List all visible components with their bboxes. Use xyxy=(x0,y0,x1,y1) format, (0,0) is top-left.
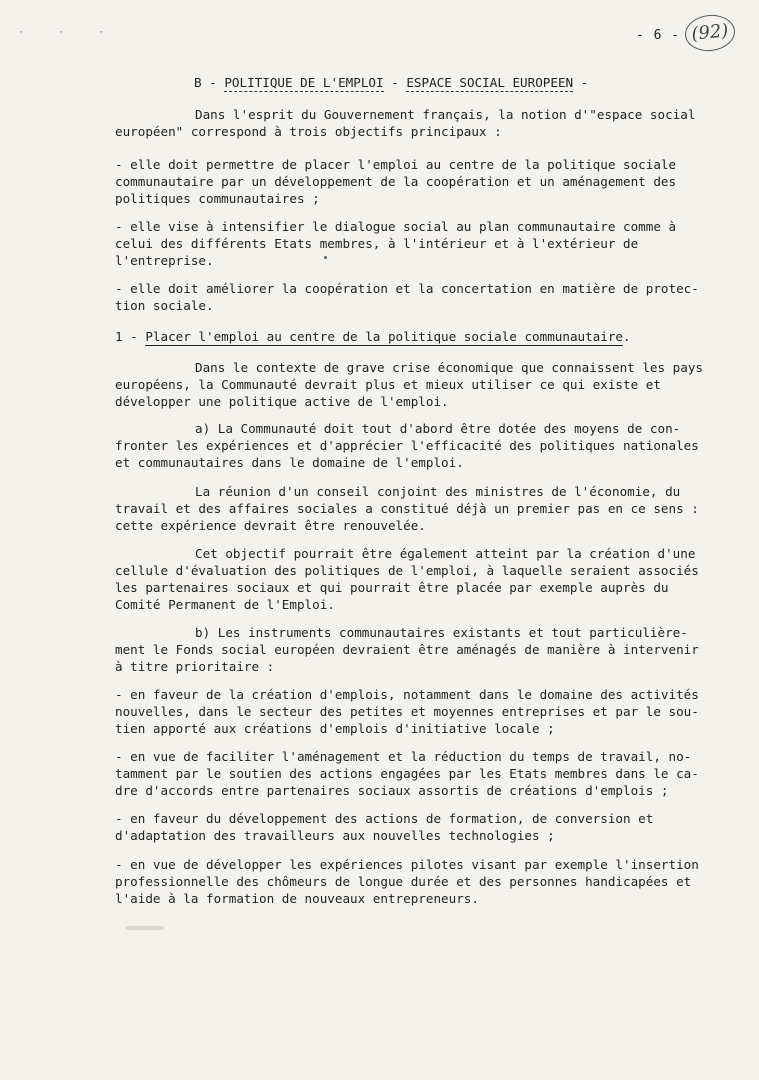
intro-paragraph: Dans l'esprit du Gouvernement français, la notion d'"espace social européen" correspond à trois objectifs principaux : xyxy=(115,107,696,139)
archive-number-stamp: (92) xyxy=(683,12,736,53)
scan-dot xyxy=(324,256,327,259)
page-number: - 6 - xyxy=(636,28,681,43)
bullet-job-creation: - en faveur de la création d'emplois, notamment dans le domaine des activités nouvelles, dans le secteur des petites et moyennes entreprises et par le sou- tien apporté aux créations d'emplois d'initiative locale ; xyxy=(115,687,699,736)
heading-suffix: - xyxy=(573,75,589,90)
scan-smudge xyxy=(126,926,164,930)
heading-part-employment: POLITIQUE DE L'EMPLOI xyxy=(224,75,384,90)
heading-part-social-space: ESPACE SOCIAL EUROPEEN xyxy=(406,75,574,90)
objective-3-paragraph: - elle doit améliorer la coopération et la concertation en matière de protec- tion sociale. xyxy=(115,281,699,313)
section-1-title-end: . xyxy=(623,329,631,344)
scan-specks: · · · xyxy=(18,27,119,38)
heading-separator: - xyxy=(383,75,407,90)
council-paragraph: La réunion d'un conseil conjoint des ministres de l'économie, du travail et des affaires sociales a constitué déjà un premier pas en ce sens : cette expérience devrait être renouvelée. xyxy=(115,484,699,533)
point-a-paragraph: a) La Communauté doit tout d'abord être dotée des moyens de con- fronter les expériences et d'apprécier l'efficacité des politiques nationales et communautaires dans le domaine de l'emploi. xyxy=(115,421,699,470)
objective-2-paragraph: - elle vise à intensifier le dialogue social au plan communautaire comme à celui des différents Etats membres, à l'intérieur et à l'extérieur de l'entreprise. xyxy=(115,219,677,268)
bullet-pilot-experiences: - en vue de développer les expériences pilotes visant par exemple l'insertion professionnelle des chômeurs de longue durée et des personnes handicapées et l'aide à la formation de nouveaux entrepreneurs. xyxy=(115,857,699,906)
section-1-number: 1 - xyxy=(115,329,146,344)
bullet-training: - en faveur du développement des actions de formation, de conversion et d'adaptation des travailleurs aux nouvelles technologies ; xyxy=(115,811,654,843)
bullet-working-time: - en vue de faciliter l'aménagement et la réduction du temps de travail, no- tamment par le soutien des actions engagées par les Etats membres dans le ca- dre d'accords entre partenaires sociaux assortis de créations d'emplois ; xyxy=(115,749,699,798)
point-b-paragraph: b) Les instruments communautaires existants et tout particulière- ment le Fonds social européen devraient être aménagés de manière à intervenir à titre prioritaire : xyxy=(115,625,699,674)
heading-prefix: B - xyxy=(194,75,225,90)
section-heading xyxy=(194,74,588,91)
evaluation-cell-paragraph: Cet objectif pourrait être également atteint par la création d'une cellule d'évaluation des politiques de l'emploi, à laquelle seraient associés les partenaires sociaux et qui pourrait être placée par exemple auprès du Comité Permanent de l'Emploi. xyxy=(115,546,699,612)
section-1-title-text: Placer l'emploi au centre de la politique sociale communautaire xyxy=(145,329,624,344)
section-1-title xyxy=(115,328,631,345)
crisis-paragraph: Dans le contexte de grave crise économique que connaissent les pays européens, la Communauté devrait plus et mieux utiliser ce qui existe et développer une politique active de l'emploi. xyxy=(115,360,703,409)
objective-1-paragraph: - elle doit permettre de placer l'emploi au centre de la politique sociale communautaire par un développement de la coopération et un aménagement des politiques communautaires ; xyxy=(115,157,677,206)
